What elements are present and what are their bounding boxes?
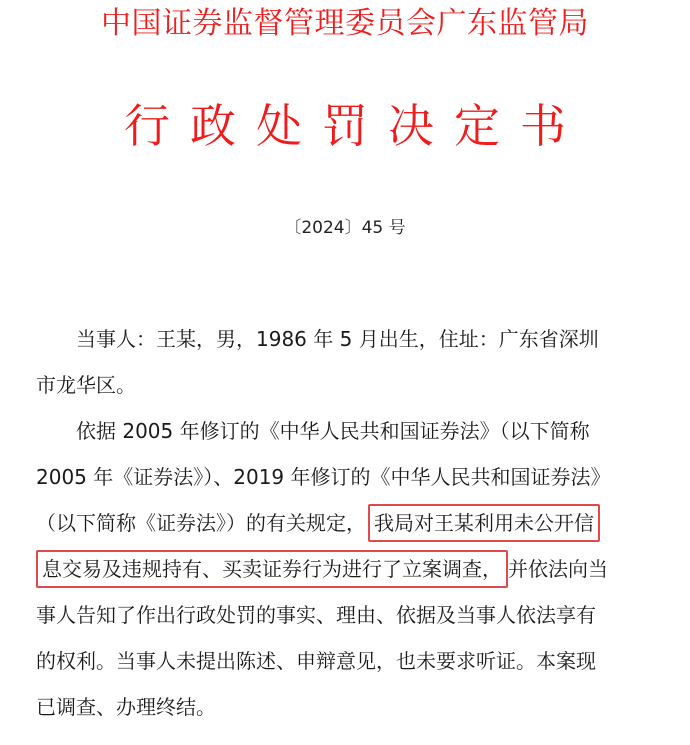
document-body	[36, 316, 616, 730]
paragraph-1-line-2: 市龙华区。	[36, 373, 136, 397]
paragraph-2-line-3	[36, 500, 616, 546]
paragraph-2-line-1: 依据 2005 年修订的《中华人民共和国证券法》（以下简称	[76, 419, 590, 443]
issuer-name: 中国证券监督管理委员会广东监管局	[101, 6, 589, 41]
paragraph-2-line-7: 已调查、办理终结。	[36, 695, 216, 719]
paragraph-2-line-4	[36, 546, 616, 592]
paragraph-1-line-1: 当事人：王某，男，1986 年 5 月出生，住址：广东省深圳	[76, 327, 599, 351]
paragraph-2-line-6: 的权利。当事人未提出陈述、申辩意见，也未要求听证。本案现	[36, 649, 596, 673]
document-title: 行政处罚决定书	[124, 99, 586, 153]
highlighted-text-box: 我局对王某利用未公开信	[368, 504, 600, 542]
paragraph-2-line-2: 2005 年《证券法》）、2019 年修订的《中华人民共和国证券法》	[36, 465, 611, 489]
document-number: 〔2024〕45 号	[284, 218, 406, 238]
highlighted-text-box: 息交易及违规持有、买卖证券行为进行了立案调查，	[36, 550, 508, 588]
line-3-plain-text: （以下简称《证券法》）的有关规定，	[36, 511, 366, 535]
paragraph-2-line-5: 事人告知了作出行政处罚的事实、理由、依据及当事人依法享有	[36, 603, 596, 627]
line-4-plain-text: 并依法向当	[508, 557, 608, 581]
